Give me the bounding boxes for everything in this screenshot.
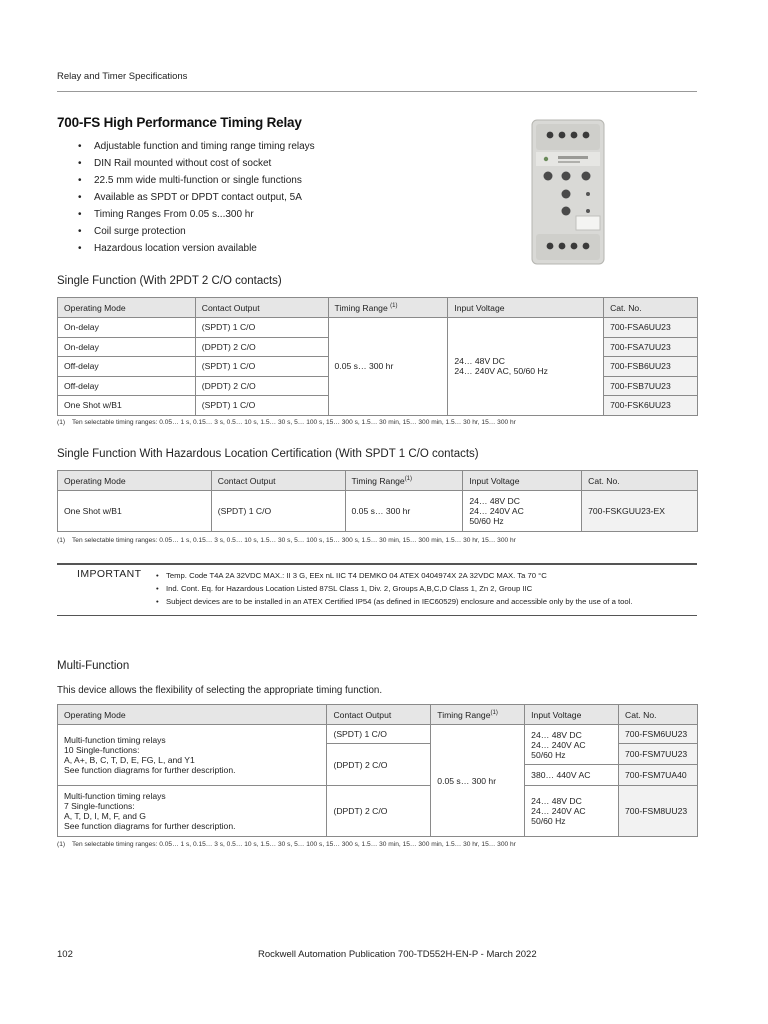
cell-voltage: 24… 48V DC 24… 240V AC, 50/60 Hz (448, 318, 604, 416)
hazloc-table (57, 470, 698, 532)
important-list (156, 569, 633, 608)
cell-cat-no: 700-FSKGUU23-EX (582, 491, 698, 532)
col-header: Input Voltage (463, 471, 582, 491)
running-header: Relay and Timer Specifications (57, 71, 188, 82)
feature-item: • Coil surge protection (78, 223, 315, 240)
cell-voltage: 24… 48V DC 24… 240V AC 50/60 Hz (525, 786, 619, 837)
cell-cat-no: 700-FSA7UU23 (604, 337, 698, 357)
footnote-ref: (1) (404, 475, 413, 482)
cell-cat-no: 700-FSB7UU23 (604, 376, 698, 396)
product-title: 700-FS High Performance Timing Relay (57, 115, 302, 130)
single-function-heading: Single Function (With 2PDT 2 C/O contacts) (57, 275, 282, 287)
feature-list (78, 138, 315, 257)
cell-contact: (SPDT) 1 C/O (327, 725, 431, 744)
relay-product-image (528, 118, 608, 266)
important-bottom-rule (57, 615, 697, 616)
table-header-row (58, 705, 698, 725)
col-header: Cat. No. (619, 705, 698, 725)
page-number: 102 (57, 949, 73, 960)
cell-voltage: 24… 48V DC 24… 240V AC 50/60 Hz (525, 725, 619, 765)
cell-cat-no: 700-FSM6UU23 (619, 725, 698, 744)
cell-mode: Multi-function timing relays 7 Single-functions: A, T, D, I, M, F, and G See function diagrams for further description. (58, 786, 327, 837)
cell-cat-no: 700-FSM7UU23 (619, 744, 698, 765)
cell-contact: (DPDT) 2 C/O (195, 376, 328, 396)
feature-item: • Available as SPDT or DPDT contact output, 5A (78, 189, 315, 206)
header-rule (57, 91, 697, 92)
feature-item: • 22.5 mm wide multi-function or single functions (78, 172, 315, 189)
table-header-row (58, 298, 698, 318)
col-header-text: Timing Range (351, 475, 405, 486)
cell-cat-no: 700-FSM7UA40 (619, 765, 698, 786)
col-header: Input Voltage (448, 298, 604, 318)
feature-item: • DIN Rail mounted without cost of socket (78, 155, 315, 172)
cell-contact: (SPDT) 1 C/O (195, 318, 328, 338)
feature-item: • Adjustable function and timing range timing relays (78, 138, 315, 155)
footnote-ref: (1) (490, 709, 498, 716)
footnote-number: (1) (57, 419, 66, 426)
multi-function-heading: Multi-Function (57, 660, 130, 672)
col-header (431, 705, 525, 725)
col-header: Cat. No. (582, 471, 698, 491)
important-item: • Subject devices are to be installed in an ATEX Certified IP54 (as defined in IEC60529) enclosure and accessible only by the use of a tool. (156, 595, 633, 608)
table-row (58, 786, 698, 837)
single-function-table (57, 297, 698, 416)
cell-cat-no: 700-FSM8UU23 (619, 786, 698, 837)
cell-voltage: 380… 440V AC (525, 765, 619, 786)
cell-timing: 0.05 s… 300 hr (345, 491, 463, 532)
important-label: IMPORTANT (77, 568, 142, 580)
cell-cat-no: 700-FSK6UU23 (604, 396, 698, 416)
footnote (57, 419, 516, 426)
hazloc-heading: Single Function With Hazardous Location Certification (With SPDT 1 C/O contacts) (57, 448, 479, 460)
footnote-number: (1) (57, 537, 66, 544)
footnote-text: Ten selectable timing ranges: 0.05… 1 s, 0.15… 3 s, 0.5… 10 s, 1.5… 30 s, 5… 100 s, 15… 300 s, 1.5… 30 min, 15… 300 min, 1.5… 30 hr, 15… 300 hr (72, 419, 516, 426)
footnote-text: Ten selectable timing ranges: 0.05… 1 s, 0.15… 3 s, 0.5… 10 s, 1.5… 30 s, 5… 100 s, 15… 300 s, 1.5… 30 min, 15… 300 min, 1.5… 30 hr, 15… 300 hr (72, 537, 516, 544)
col-header: Cat. No. (604, 298, 698, 318)
cell-timing: 0.05 s… 300 hr (431, 725, 525, 837)
publication-info: Rockwell Automation Publication 700-TD552H-EN-P - March 2022 (258, 949, 537, 960)
cell-mode: One Shot w/B1 (58, 491, 212, 532)
col-header: Operating Mode (58, 298, 196, 318)
cell-mode: On-delay (58, 337, 196, 357)
col-header: Operating Mode (58, 705, 327, 725)
cell-mode: On-delay (58, 318, 196, 338)
important-item: • Temp. Code T4A 2A 32VDC MAX.: II 3 G, EEx nL IIC T4 DEMKO 04 ATEX 0404974X 2A 32VDC MAX. Ta 70 °C (156, 569, 633, 582)
col-header (345, 471, 463, 491)
table-header-row (58, 471, 698, 491)
cell-contact: (DPDT) 2 C/O (327, 786, 431, 837)
cell-contact: (DPDT) 2 C/O (327, 744, 431, 786)
col-header: Operating Mode (58, 471, 212, 491)
col-header-text: Timing Range (334, 302, 388, 313)
col-header: Contact Output (195, 298, 328, 318)
important-top-rule (57, 563, 697, 565)
multi-function-description: This device allows the flexibility of selecting the appropriate timing function. (57, 685, 383, 696)
cell-mode: Multi-function timing relays 10 Single-functions: A, A+, B, C, T, D, E, FG, L, and Y1 See function diagrams for further description. (58, 725, 327, 786)
cell-voltage: 24… 48V DC 24… 240V AC 50/60 Hz (463, 491, 582, 532)
col-header: Input Voltage (525, 705, 619, 725)
cell-cat-no: 700-FSA6UU23 (604, 318, 698, 338)
cell-mode: One Shot w/B1 (58, 396, 196, 416)
footnote-ref: (1) (390, 302, 398, 309)
cell-timing: 0.05 s… 300 hr (328, 318, 448, 416)
cell-mode: Off-delay (58, 376, 196, 396)
multi-function-table (57, 704, 698, 837)
feature-item: • Timing Ranges From 0.05 s...300 hr (78, 206, 315, 223)
cell-contact: (SPDT) 1 C/O (195, 396, 328, 416)
cell-contact: (DPDT) 2 C/O (195, 337, 328, 357)
table-row (58, 725, 698, 744)
important-item: • Ind. Cont. Eq. for Hazardous Location Listed 87SL Class 1, Div. 2, Groups A,B,C,D Class 1, Zn 2, Group IIC (156, 582, 633, 595)
cell-contact: (SPDT) 1 C/O (211, 491, 345, 532)
col-header-text: Timing Range (437, 709, 491, 720)
cell-cat-no: 700-FSB6UU23 (604, 357, 698, 377)
table-row (58, 491, 698, 532)
cell-contact: (SPDT) 1 C/O (195, 357, 328, 377)
table-row (58, 318, 698, 338)
footnote (57, 841, 516, 848)
feature-item: • Hazardous location version available (78, 240, 315, 257)
footnote-number: (1) (57, 841, 66, 848)
footnote-text: Ten selectable timing ranges: 0.05… 1 s, 0.15… 3 s, 0.5… 10 s, 1.5… 30 s, 5… 100 s, 15… 300 s, 1.5… 30 min, 15… 300 min, 1.5… 30 hr, 15… 300 hr (72, 841, 516, 848)
cell-mode: Off-delay (58, 357, 196, 377)
footnote (57, 537, 516, 544)
col-header (328, 298, 448, 318)
col-header: Contact Output (327, 705, 431, 725)
col-header: Contact Output (211, 471, 345, 491)
